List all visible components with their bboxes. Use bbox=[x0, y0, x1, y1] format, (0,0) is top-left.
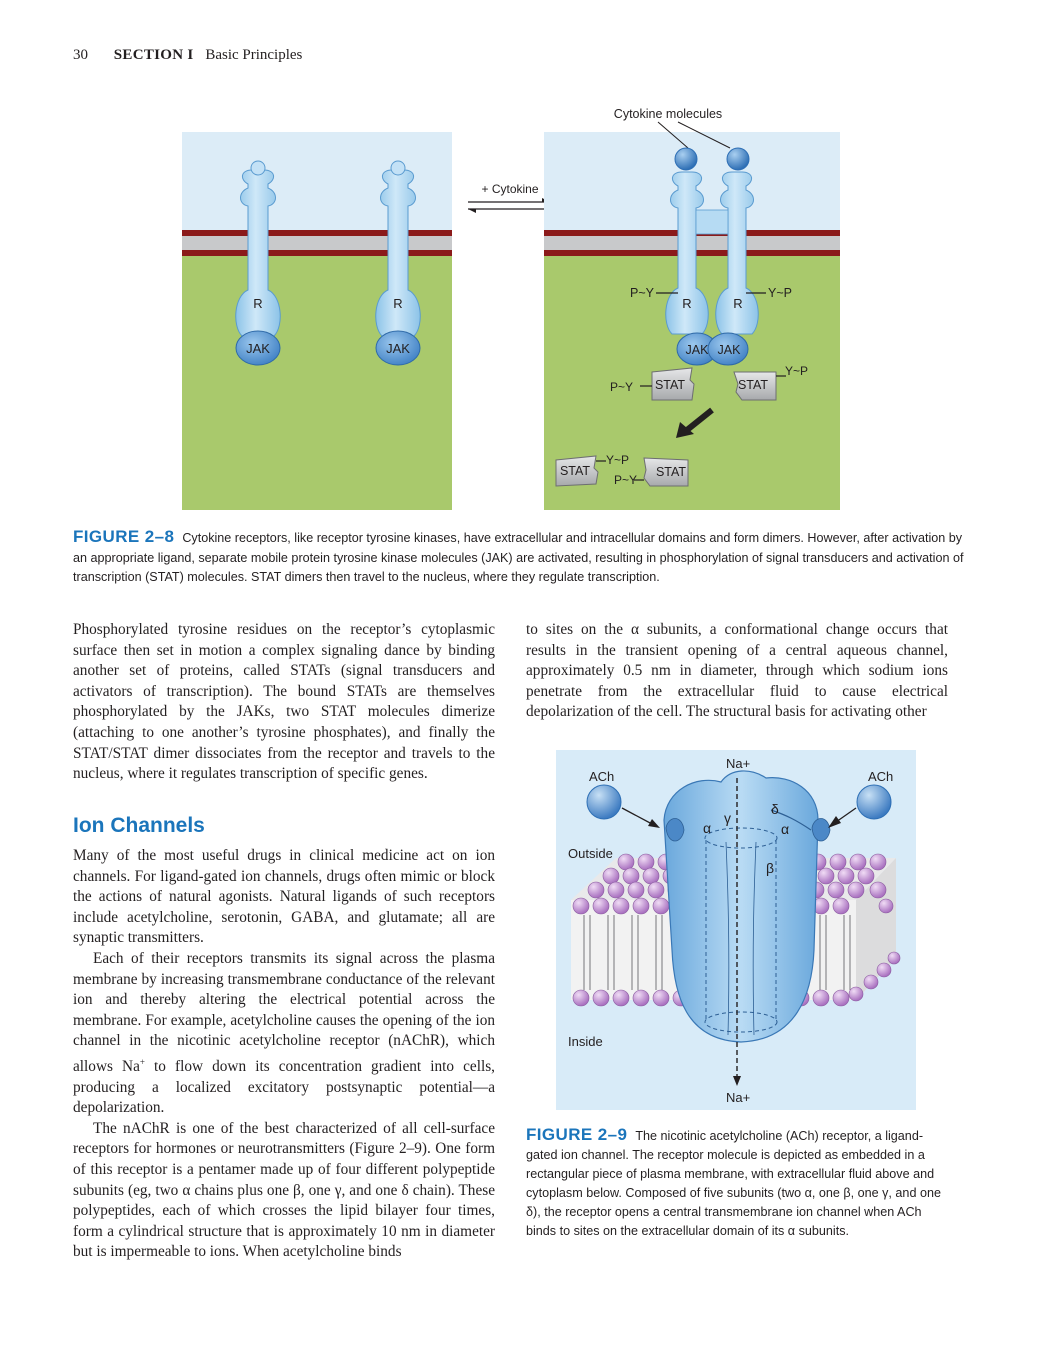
ach-label-left: ACh bbox=[589, 769, 615, 784]
jak-label: JAK bbox=[685, 343, 709, 357]
r-label: R bbox=[253, 296, 263, 311]
page-number: 30 bbox=[73, 47, 88, 63]
paragraph: to sites on the α subunits, a conformational change occurs that results in the transient opening of a central aqueous channel, approximately 0.5 nm in diameter, through which sodium ions penetrate from the extracellular fluid to cause electrical depolarization of the cell. The structural basis for activating other bbox=[526, 621, 948, 721]
page-header bbox=[73, 47, 302, 64]
na-bottom-label: Na+ bbox=[726, 1090, 751, 1105]
ach-label-right: ACh bbox=[868, 769, 894, 784]
section-label: SECTION I bbox=[113, 47, 194, 63]
left-panel bbox=[182, 132, 452, 510]
right-panel bbox=[544, 107, 840, 510]
figure-2-8 bbox=[182, 100, 840, 510]
ach-molecule-right bbox=[857, 785, 891, 819]
py-label: P~Y bbox=[614, 473, 638, 487]
figure-2-8-caption-text: Cytokine receptors, like receptor tyrosine kinases, have extracellular and intracellular domains and form dimers. However, after activation by an appropriate ligand, separate mobile protein tyrosine kinase molecules (JAK) are activated, resulting in phosphorylation of signal transducers and activation of transcription (STAT) molecules. STAT dimers then travel to the nucleus, where they regulate transcription. bbox=[73, 531, 964, 584]
paragraph: Many of the most useful drugs in clinical medicine act on ion channels. For ligand-gated ion channels, drugs often mimic or block the actions of natural agonists. Natural ligands of such receptors include acetylcholine, serotonin, GABA, and glutamate; all are synaptic transmitters. bbox=[73, 847, 495, 947]
figure-2-9-caption bbox=[526, 1125, 950, 1241]
jak-label: JAK bbox=[246, 341, 270, 356]
yp-label: Y~P bbox=[785, 364, 809, 378]
figure-2-8-diagram bbox=[182, 100, 840, 510]
yp-label: Y~P bbox=[768, 286, 792, 300]
paragraph: The nAChR is one of the best characterized of all cell-surface receptors for hormones or neurotransmitters (Figure 2–9). One form of this receptor is a pentamer made up of four different polypeptide subunits (eg, two α chains plus one β, one γ, and one δ chain). These polypeptides, each of which crosses the lipid bilayer four times, form a cylindrical structure that is approximately 10 nm in diameter but is impermeable to ions. When acetylcholine binds bbox=[73, 1119, 495, 1261]
yp-label: Y~P bbox=[606, 453, 630, 467]
inside-label: Inside bbox=[568, 1034, 603, 1049]
figure-2-9-diagram bbox=[556, 750, 916, 1110]
stat-label: STAT bbox=[559, 464, 591, 478]
figure-2-9-caption-text: The nicotinic acetylcholine (ACh) receptor, a ligand-gated ion channel. The receptor molecule is depicted as embedded in a rectangular piece of plasma membrane, with extracellular fluid above and cytoplasm below. Composed of five subunits (two α, one β, one γ, and one δ), the receptor opens a central transmembrane ion channel when ACh binds to sites on the extracellular domain of its α subunits. bbox=[526, 1129, 941, 1238]
r-label: R bbox=[682, 296, 692, 311]
cytokine-molecule bbox=[675, 148, 697, 170]
alpha-label: α bbox=[781, 821, 790, 837]
left-column-body bbox=[73, 846, 495, 1263]
py-label: P~Y bbox=[610, 380, 634, 394]
ach-molecule-left bbox=[587, 785, 621, 819]
jak-label: JAK bbox=[386, 341, 410, 356]
stat-label: STAT bbox=[654, 378, 686, 392]
paragraph: Phosphorylated tyrosine residues on the receptor’s cytoplasmic surface then set in motion a complex signaling dance by binding another set of proteins, called STATs (signal transducers and activators of transcription). The bound STATs are themselves phosphorylated by the JAKs, two STAT molecules dimerize (attaching to one another’s tyrosine phosphates), and finally the STAT/STAT dimer dissociates from the receptor and travels to the nucleus, where it regulates transcription of specific genes. bbox=[73, 621, 495, 783]
cytokine-molecules-label: Cytokine molecules bbox=[613, 107, 723, 121]
r-label: R bbox=[393, 296, 403, 311]
stat-label: STAT bbox=[737, 378, 769, 392]
paragraph: Each of their receptors transmits its signal across the plasma membrane by increasing transmembrane conductance of the relevant ion and thereby altering the electrical potential across the membrane. For example, acetylcholine causes the opening of the ion channel in the nicotinic acetylcholine receptor (nAChR), which allows Na+ to flow down its concentration gradient into cells, producing a localized excitatory postsynaptic potential—a depolarization. bbox=[73, 949, 495, 1117]
section-name: Basic Principles bbox=[205, 47, 303, 63]
figure-2-9-label: FIGURE 2–9 bbox=[526, 1125, 628, 1144]
figure-2-8-caption bbox=[73, 527, 973, 588]
delta-label: δ bbox=[771, 801, 779, 817]
cytokine-molecule bbox=[727, 148, 749, 170]
right-column-para-1 bbox=[526, 620, 948, 723]
stat-label: STAT bbox=[655, 465, 687, 479]
figure-2-8-label: FIGURE 2–8 bbox=[73, 527, 175, 546]
beta-label: β bbox=[766, 860, 775, 876]
section-heading-ion-channels: Ion Channels bbox=[73, 814, 205, 837]
gamma-label: γ bbox=[724, 810, 731, 826]
r-label: R bbox=[733, 296, 743, 311]
equilibrium-arrows bbox=[468, 182, 550, 213]
outside-label: Outside bbox=[568, 846, 613, 861]
py-label: P~Y bbox=[630, 286, 654, 300]
left-column-para-1 bbox=[73, 620, 495, 785]
plus-cytokine-label: + Cytokine bbox=[481, 182, 539, 196]
figure-2-9 bbox=[556, 750, 916, 1110]
jak-label: JAK bbox=[717, 343, 741, 357]
alpha-label: α bbox=[703, 820, 712, 836]
na-top-label: Na+ bbox=[726, 756, 751, 771]
